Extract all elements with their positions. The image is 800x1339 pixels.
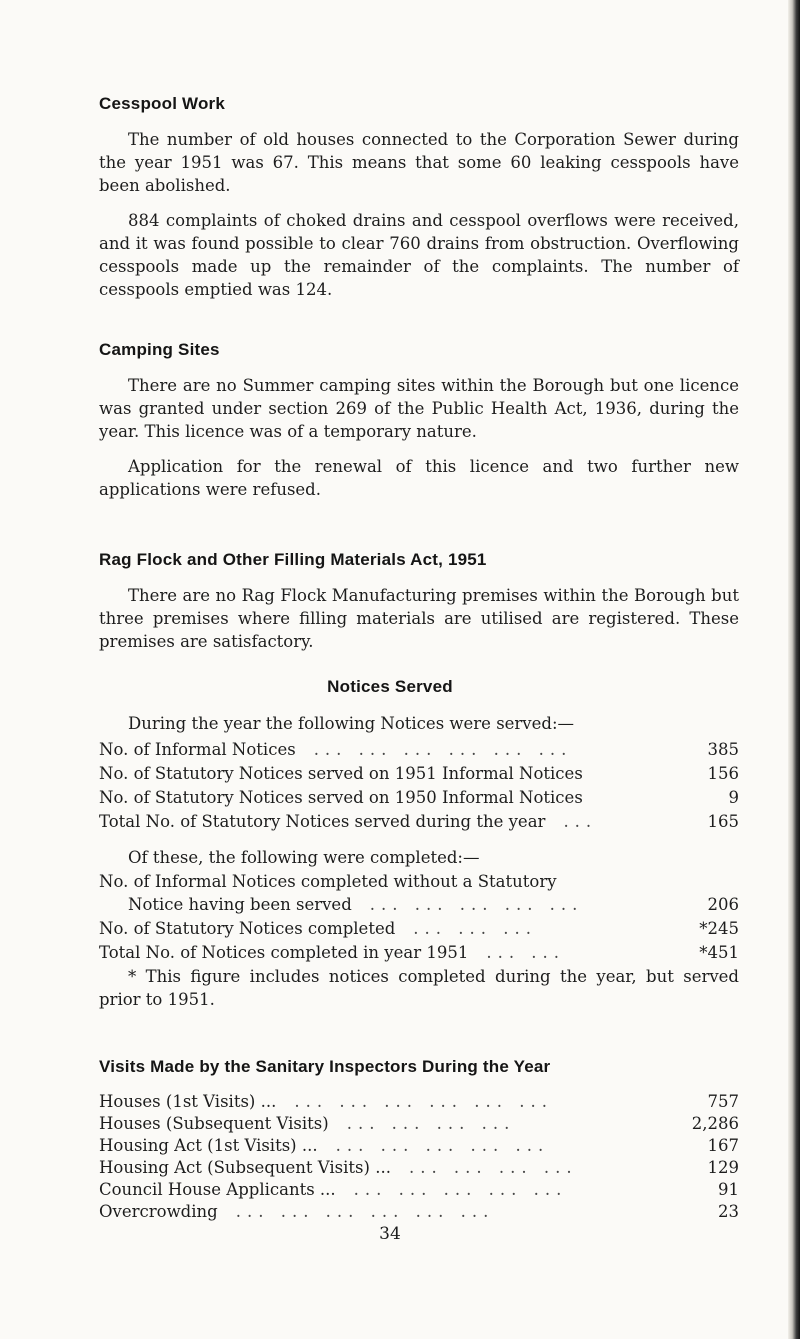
row-value: 167 [707, 1136, 739, 1155]
camping-paragraph-2: Application for the renewal of this licence and two further new applications were refused. [99, 457, 739, 499]
row-label: Houses (1st Visits) ... [99, 1092, 277, 1111]
heading-visits: Visits Made by the Sanitary Inspectors During the Year [99, 1057, 551, 1076]
row-value: 165 [707, 812, 739, 831]
row-value: 9 [728, 788, 739, 807]
row-label: No. of Statutory Notices completed [99, 919, 396, 938]
heading-rag-flock-act: Rag Flock and Other Filling Materials Act, 1951 [99, 550, 487, 569]
row-label: Housing Act (1st Visits) ... [99, 1136, 318, 1155]
leader-dots: ... ... ... ... ... [335, 1136, 550, 1155]
leader-dots: ... ... ... [413, 919, 537, 938]
row-label: Overcrowding [99, 1202, 218, 1221]
notice-served-row [99, 810, 739, 834]
leader-dots: ... ... ... ... ... [369, 895, 584, 914]
row-value: *451 [699, 943, 739, 962]
row-value: 2,286 [691, 1114, 739, 1133]
rag-flock-paragraph-1: There are no Rag Flock Manufacturing premises within the Borough but three premises where filling materials are utilised are registered. These premises are satisfactory. [99, 586, 739, 651]
row-label: Houses (Subsequent Visits) [99, 1114, 329, 1133]
notice-served-row [99, 738, 739, 762]
heading-notices-served: Notices Served [327, 677, 453, 696]
row-label: No. of Statutory Notices served on 1950 Informal Notices [99, 788, 583, 807]
leader-dots: ... ... ... ... ... ... [313, 740, 573, 759]
row-label: Housing Act (Subsequent Visits) ... [99, 1158, 391, 1177]
leader-dots: ... ... ... ... [346, 1114, 516, 1133]
page-number: 34 [379, 1224, 401, 1244]
visits-row [99, 1179, 739, 1200]
row-value: *245 [699, 919, 739, 938]
page-edge-shadow [788, 0, 800, 1339]
row-value: 385 [707, 740, 739, 759]
heading-camping-sites: Camping Sites [99, 340, 220, 359]
visits-row [99, 1135, 739, 1156]
leader-dots: ... ... ... ... [408, 1158, 578, 1177]
notice-completed-row [99, 917, 739, 941]
row-value: 23 [718, 1202, 739, 1221]
heading-cesspool-work: Cesspool Work [99, 94, 226, 113]
visits-row [99, 1157, 739, 1178]
row-value: 757 [707, 1092, 739, 1111]
leader-dots: ... ... ... ... ... [353, 1180, 568, 1199]
row-label: Total No. of Statutory Notices served during the year [99, 812, 546, 831]
notice-served-row [99, 786, 739, 810]
notices-intro: During the year the following Notices were served:— [128, 714, 575, 733]
row-label: No. of Statutory Notices served on 1951 Informal Notices [99, 764, 583, 783]
visits-row [99, 1091, 739, 1112]
visits-row [99, 1201, 739, 1222]
row-value: 129 [707, 1158, 739, 1177]
notice-served-row [99, 762, 739, 786]
footnote: * This figure includes notices completed during the year, but served prior to 1951. [99, 967, 739, 1009]
row-value: 206 [707, 895, 739, 914]
camping-paragraph-1: There are no Summer camping sites within the Borough but one licence was granted under section 269 of the Public Health Act, 1936, during the year. This licence was of a temporary nature. [99, 376, 739, 441]
cesspool-paragraph-2: 884 complaints of choked drains and cesspool overflows were received, and it was found possible to clear 760 drains from obstruction. Overflowing cesspools made up the remainder of the complaints. The number of cesspools emptied was 124. [99, 211, 739, 299]
row-label: No. of Informal Notices [99, 740, 296, 759]
row-label: Notice having been served [128, 895, 352, 914]
completed-line-1: No. of Informal Notices completed without a Statutory [99, 872, 557, 891]
notice-completed-row [99, 941, 739, 965]
leader-dots: ... ... [486, 943, 566, 962]
row-label: Total No. of Notices completed in year 1951 [99, 943, 469, 962]
cesspool-paragraph-1: The number of old houses connected to the Corporation Sewer during the year 1951 was 67. This means that some 60 leaking cesspools have been abolished. [99, 130, 739, 195]
row-value: 91 [718, 1180, 739, 1199]
leader-dots: ... [563, 812, 598, 831]
notice-completed-row [99, 893, 739, 917]
leader-dots: ... ... ... ... ... ... [235, 1202, 495, 1221]
visits-row [99, 1113, 739, 1134]
row-label: Council House Applicants ... [99, 1180, 336, 1199]
leader-dots: ... ... ... ... ... ... [294, 1092, 553, 1111]
row-value: 156 [707, 764, 739, 783]
completed-intro: Of these, the following were completed:— [128, 848, 480, 867]
